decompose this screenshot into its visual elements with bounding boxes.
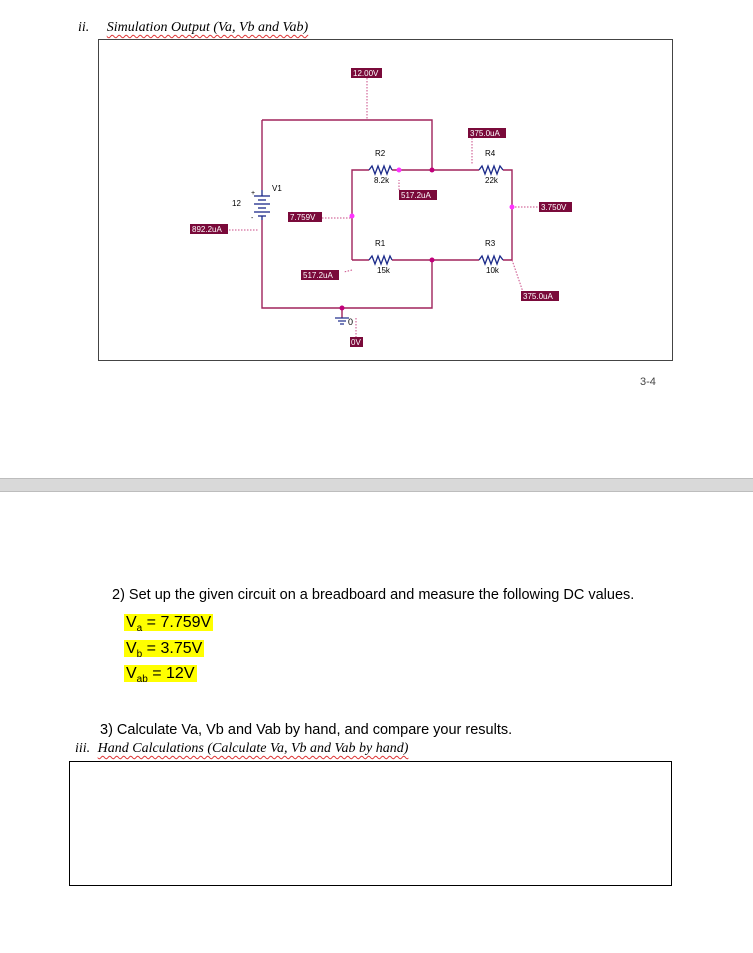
- question-2-text: 2) Set up the given circuit on a breadboard and measure the following DC values.: [112, 587, 635, 603]
- measurement-vb: $V_b = 3.75V$: [126, 640, 203, 661]
- page-separator: [0, 478, 753, 492]
- resistor-r1-name: R1: [375, 239, 386, 248]
- measurement-vab: $V_{ab} = 12V$: [126, 665, 195, 686]
- node-top-voltage-label: [351, 68, 382, 78]
- resistor-r1-symbol: [369, 256, 392, 264]
- svg-text:3.750V: 3.750V: [541, 203, 567, 212]
- resistor-r4-name: R4: [485, 149, 496, 158]
- section-iii-number: iii.: [75, 741, 91, 756]
- voltage-a-label: [288, 212, 322, 222]
- resistor-r4-symbol: [479, 166, 503, 174]
- ground-node-label: 0: [348, 317, 354, 327]
- current-source-label: [190, 224, 228, 234]
- current-r1-label: [301, 270, 339, 280]
- svg-text:-: -: [251, 215, 254, 222]
- ground-symbol: [335, 318, 349, 324]
- resistor-r3-value: 10k: [486, 266, 499, 275]
- svg-text:+: +: [251, 190, 256, 197]
- svg-text:375.0uA: 375.0uA: [470, 129, 500, 138]
- svg-text:375.0uA: 375.0uA: [523, 292, 553, 301]
- svg-text:0V: 0V: [351, 338, 361, 347]
- measurement-va: $V_a = 7.759V$: [126, 614, 212, 635]
- battery-symbol: [254, 190, 270, 220]
- resistor-r3-name: R3: [485, 239, 496, 248]
- question-2: [112, 587, 634, 603]
- source-value: 12: [232, 199, 241, 208]
- resistor-r1-value: 15k: [377, 266, 390, 275]
- section-iii-title: Hand Calculations (Calculate Va, Vb and Vab by hand): [97, 741, 409, 756]
- page-number: 3-4: [640, 376, 656, 388]
- question-3: [100, 722, 512, 738]
- svg-text:517.2uA: 517.2uA: [401, 191, 431, 200]
- svg-text:12.00V: 12.00V: [353, 69, 379, 78]
- wire-inner-left: [352, 170, 369, 260]
- ground-voltage-label: [350, 337, 363, 347]
- current-r4-label: [468, 128, 506, 138]
- section-ii-title: Simulation Output (Va, Vb and Vab): [106, 20, 309, 35]
- current-r3-label: [521, 291, 559, 301]
- section-ii-number: ii.: [78, 20, 90, 35]
- source-name: V1: [272, 184, 282, 193]
- svg-text:892.2uA: 892.2uA: [192, 225, 222, 234]
- wire-inner-right: [503, 170, 512, 260]
- resistor-r3-symbol: [479, 256, 503, 264]
- circuit-diagram: [99, 40, 672, 360]
- resistor-r2-name: R2: [375, 149, 386, 158]
- circuit-figure: [98, 39, 673, 361]
- hand-calculation-answer-box[interactable]: [69, 761, 672, 886]
- resistor-r2-value: 8.2k: [374, 176, 390, 185]
- resistor-r4-value: 22k: [485, 176, 498, 185]
- resistor-r2-symbol: [369, 166, 392, 174]
- svg-text:7.759V: 7.759V: [290, 213, 316, 222]
- voltage-b-label: [539, 202, 572, 212]
- question-3-text: 3) Calculate Va, Vb and Vab by hand, and compare your results.: [100, 722, 513, 738]
- section-ii-heading: [78, 20, 308, 36]
- wire-bottom-loop: [262, 220, 432, 308]
- wire-top-loop: [262, 120, 432, 170]
- svg-text:517.2uA: 517.2uA: [303, 271, 333, 280]
- section-iii-heading: [75, 741, 408, 757]
- current-r2-label: [399, 190, 437, 200]
